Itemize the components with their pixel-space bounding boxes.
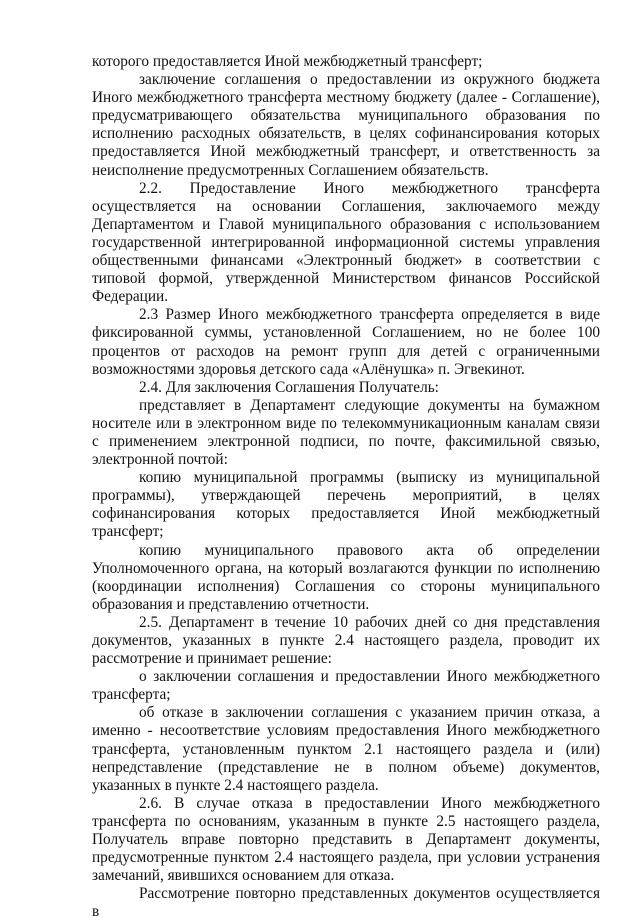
paragraph-6: представляет в Департамент следующие документы на бумажном носителе или в электронном виде по телекоммуникационным каналам связи с применением электронной подписи, по почте, факсимильной связью, электронной почтой: [92,396,600,469]
paragraph-1: которого предоставляется Иной межбюджетный трансферт; [92,53,483,70]
paragraph-5: 2.4. Для заключения Соглашения Получатель: [139,378,439,396]
paragraph-7: копию муниципальной программы (выписку из муниципальной программы), утверждающей перечень мероприятий, в целях софинансирования которых предоставляется Иной межбюджетный трансферт; [92,469,600,541]
paragraph-11: об отказе в заключении соглашения с указанием причин отказа, а именно - несоответствие условиям предоставления Иного межбюджетного трансферта, установленным пунктом 2.1 настоящего раздела и (или) непредставление (представление не в полном объеме) документов, указанных в пункте 2.4 настоящего раздела. [92,704,600,794]
paragraph-8: копию муниципального правового акта об определении Уполномоченного органа, на который возлагаются функции по исполнению (координации исполнения) Соглашения со стороны муниципального образования и представлению отчетности. [92,541,600,613]
paragraph-12: 2.6. В случае отказа в предоставлении Иного межбюджетного трансферта по основаниям, указанным в пункте 2.5 настоящего раздела, Получатель вправе повторно представить в Департамент документы, предусмотренные пунктом 2.4 настоящего раздела, при условии устранения замечаний, явившихся основанием для отказа. [92,794,600,885]
document-body [92,53,600,922]
paragraph-3: 2.2. Предоставление Иного межбюджетного трансферта осуществляется на основании Соглашения, заключаемого между Департаментом и Главой муниципального образования с использованием государственной интегрированной информационной системы управления общественными финансами «Электронный бюджет» в соответствии с типовой формой, утвержденной Министерством финансов Российской Федерации. [92,179,600,306]
paragraph-4: 2.3 Размер Иного межбюджетного трансферта определяется в виде фиксированной суммы, установленной Соглашением, но не более 100 процентов от расходов на ремонт групп для детей с ограниченными возможностями здоровья детского сада «Алёнушка» п. Эгвекинот. [92,306,600,378]
paragraph-9: 2.5. Департамент в течение 10 рабочих дней со дня представления документов, указанных в пункте 2.4 настоящего раздела, проводит их рассмотрение и принимает решение: [92,613,600,668]
paragraph-10: о заключении соглашения и предоставлении Иного межбюджетного трансферта; [92,668,600,704]
paragraph-13: Рассмотрение повторно представленных документов осуществляется в [92,885,600,921]
paragraph-2: заключение соглашения о предоставлении из окружного бюджета Иного межбюджетного трансферта местному бюджету (далее - Соглашение), предусматривающего обязательства муниципального образования по исполнению расходных обязательств, в целях софинансирования которых предоставляется Иной межбюджетный трансферт, и ответственность за неисполнение предусмотренных Соглашением обязательств. [92,71,600,179]
